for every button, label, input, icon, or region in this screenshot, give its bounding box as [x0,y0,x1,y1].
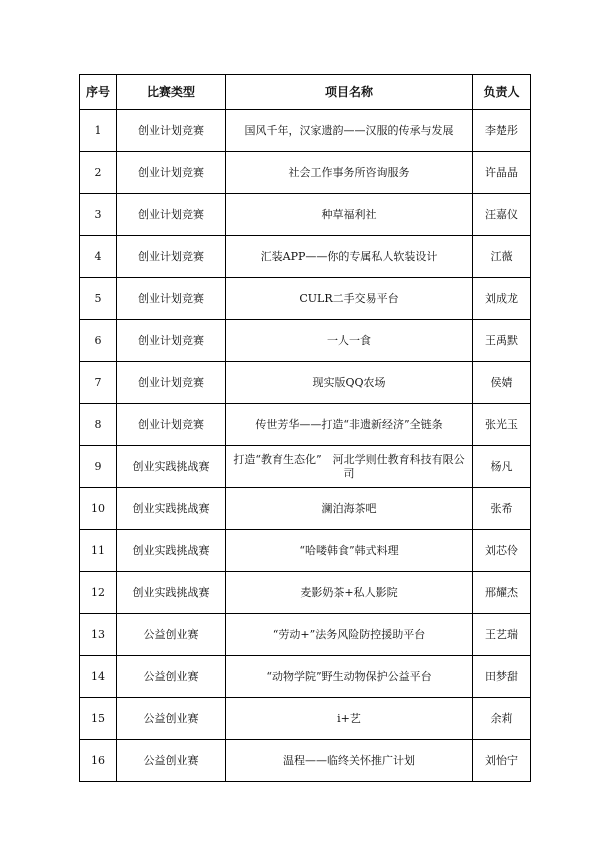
cell-name: 打造“教育生态化” 河北学则仕教育科技有限公司 [226,446,473,488]
table-row [80,320,531,362]
cell-name: CULR二手交易平台 [226,278,473,320]
cell-type: 创业实践挑战赛 [117,446,226,488]
cell-leader: 杨凡 [473,446,531,488]
cell-no: 12 [80,572,117,614]
cell-name: “劳动+”法务风险防控援助平台 [226,614,473,656]
cell-no: 7 [80,362,117,404]
cell-name: 一人一食 [226,320,473,362]
table-row [80,236,531,278]
cell-leader: 田梦甜 [473,656,531,698]
cell-no: 1 [80,110,117,152]
cell-no: 5 [80,278,117,320]
cell-type: 公益创业赛 [117,698,226,740]
cell-type: 创业计划竞赛 [117,236,226,278]
cell-leader: 王禹默 [473,320,531,362]
cell-name: 汇装APP——你的专属私人软装设计 [226,236,473,278]
cell-no: 6 [80,320,117,362]
cell-leader: 余莉 [473,698,531,740]
table-row [80,740,531,782]
table-row [80,194,531,236]
cell-no: 13 [80,614,117,656]
cell-leader: 侯婧 [473,362,531,404]
project-table [79,74,531,782]
cell-name: 现实版QQ农场 [226,362,473,404]
cell-name: 澜泊海茶吧 [226,488,473,530]
cell-type: 创业计划竞赛 [117,278,226,320]
cell-type: 公益创业赛 [117,614,226,656]
table-row [80,488,531,530]
cell-no: 16 [80,740,117,782]
table-row [80,572,531,614]
table-body [80,110,531,782]
cell-leader: 许晶晶 [473,152,531,194]
table-row [80,446,531,488]
table-row [80,152,531,194]
cell-leader: 刘怡宁 [473,740,531,782]
cell-no: 14 [80,656,117,698]
cell-name: “动物学院”野生动物保护公益平台 [226,656,473,698]
header-name: 项目名称 [226,75,473,110]
cell-type: 创业实践挑战赛 [117,488,226,530]
cell-type: 创业计划竞赛 [117,320,226,362]
table-row [80,362,531,404]
cell-name: 社会工作事务所咨询服务 [226,152,473,194]
cell-type: 创业计划竞赛 [117,194,226,236]
cell-leader: 汪嘉仪 [473,194,531,236]
cell-name: 国风千年，汉家遗韵——汉服的传承与发展 [226,110,473,152]
cell-no: 11 [80,530,117,572]
table-row [80,656,531,698]
cell-leader: 王艺瑞 [473,614,531,656]
cell-no: 9 [80,446,117,488]
cell-type: 创业实践挑战赛 [117,572,226,614]
header-leader: 负责人 [473,75,531,110]
table-row [80,698,531,740]
cell-name: 温程——临终关怀推广计划 [226,740,473,782]
header-type: 比赛类型 [117,75,226,110]
cell-type: 创业计划竞赛 [117,152,226,194]
cell-no: 15 [80,698,117,740]
cell-leader: 张光玉 [473,404,531,446]
cell-name: “哈喽韩食”韩式料理 [226,530,473,572]
cell-leader: 江薇 [473,236,531,278]
cell-name: 麦影奶茶+私人影院 [226,572,473,614]
cell-no: 8 [80,404,117,446]
cell-no: 2 [80,152,117,194]
table-row [80,614,531,656]
cell-leader: 邢耀杰 [473,572,531,614]
cell-no: 4 [80,236,117,278]
cell-leader: 刘成龙 [473,278,531,320]
cell-name: 种草福利社 [226,194,473,236]
cell-name: i+艺 [226,698,473,740]
cell-leader: 李楚彤 [473,110,531,152]
cell-type: 公益创业赛 [117,740,226,782]
header-no: 序号 [80,75,117,110]
table-row [80,278,531,320]
table-row [80,110,531,152]
cell-no: 3 [80,194,117,236]
cell-leader: 张希 [473,488,531,530]
cell-type: 创业实践挑战赛 [117,530,226,572]
cell-name: 传世芳华——打造“非遗新经济”全链条 [226,404,473,446]
cell-type: 创业计划竞赛 [117,362,226,404]
table-row [80,530,531,572]
cell-leader: 刘芯伶 [473,530,531,572]
table-row [80,404,531,446]
cell-type: 公益创业赛 [117,656,226,698]
cell-type: 创业计划竞赛 [117,404,226,446]
cell-type: 创业计划竞赛 [117,110,226,152]
cell-no: 10 [80,488,117,530]
header-row [80,75,531,110]
